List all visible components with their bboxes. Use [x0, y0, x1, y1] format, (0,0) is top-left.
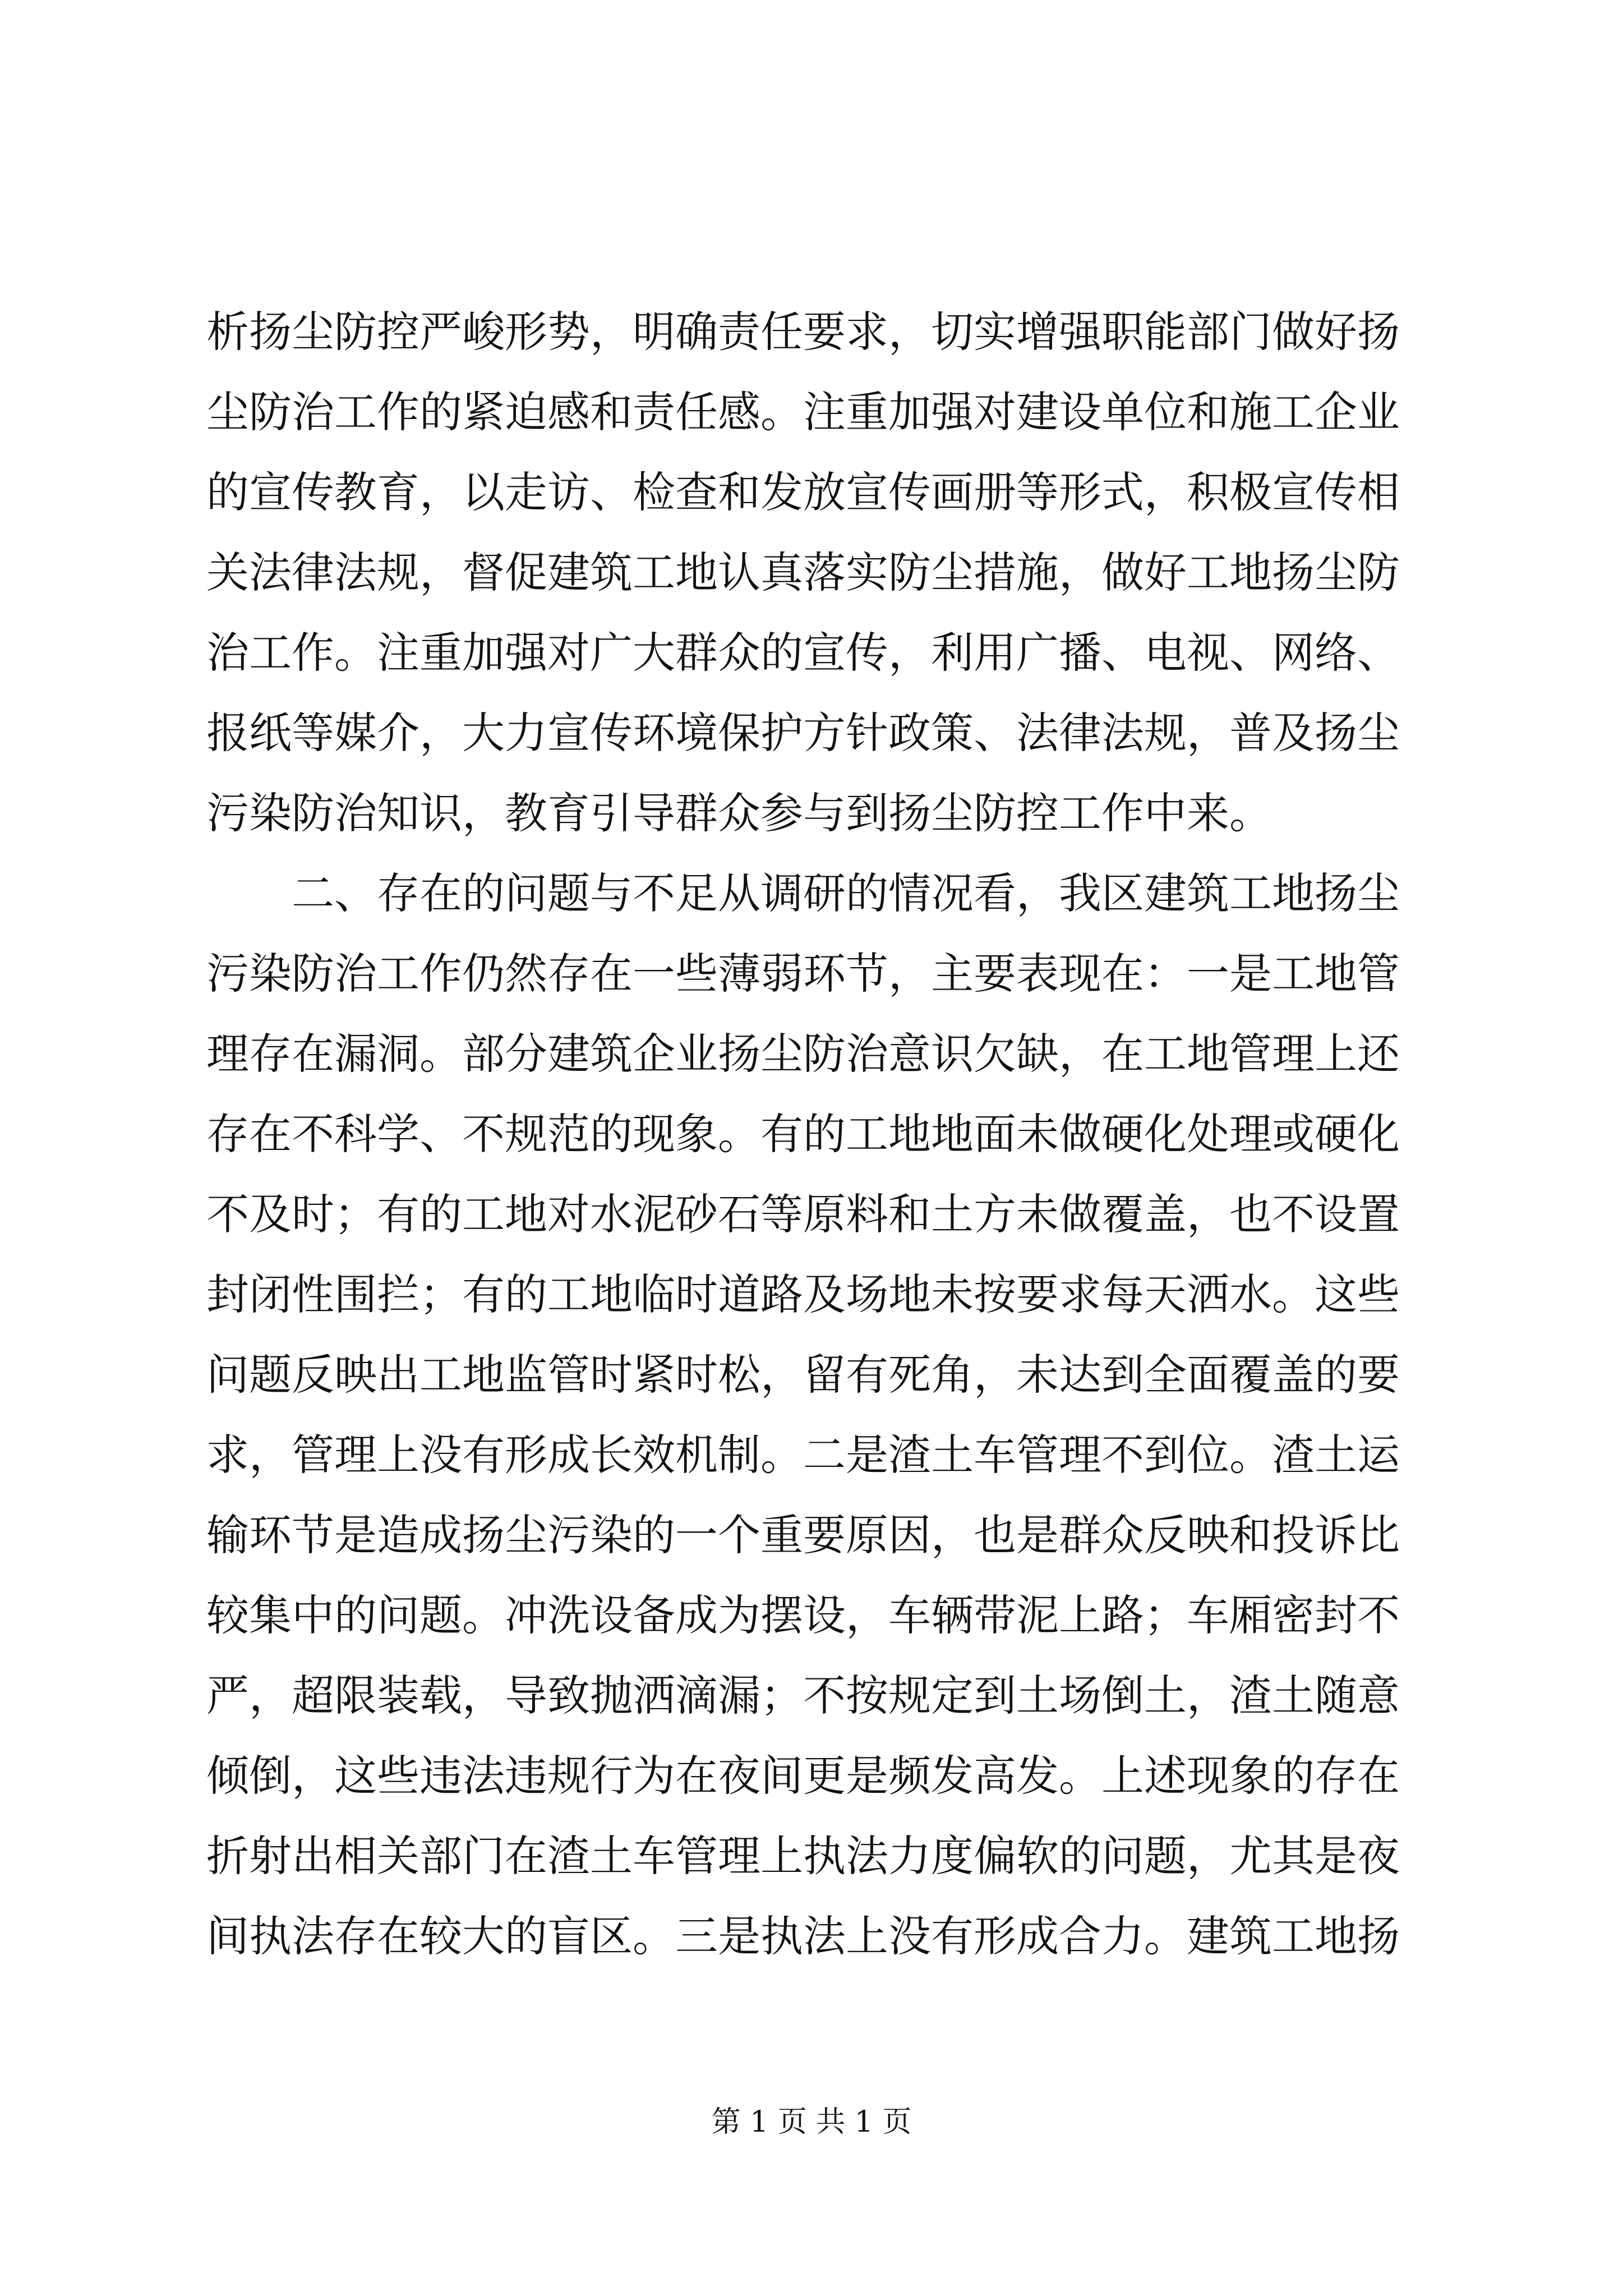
text-line: 严，超限装载，导致抛洒滴漏；不按规定到土场倒土，渣土随意 — [206, 1671, 1400, 1720]
page-footer: 第 1 页 共 1 页 — [711, 2105, 912, 2139]
text-line: 折射出相关部门在渣土车管理上执法力度偏软的问题，尤其是夜 — [206, 1831, 1400, 1881]
text-line: 治工作。注重加强对广大群众的宣传，利用广播、电视、网络、 — [206, 628, 1400, 678]
text-line: 不及时；有的工地对水泥砂石等原料和土方未做覆盖，也不设置 — [206, 1189, 1400, 1239]
text-line: 求，管理上没有形成长效机制。二是渣土车管理不到位。渣土运 — [206, 1430, 1400, 1480]
text-line: 存在不科学、不规范的现象。有的工地地面未做硬化处理或硬化 — [206, 1109, 1400, 1159]
text-line: 较集中的问题。冲洗设备成为摆设，车辆带泥上路；车厢密封不 — [206, 1590, 1400, 1640]
text-line: 的宣传教育，以走访、检查和发放宣传画册等形式，积极宣传相 — [206, 467, 1400, 517]
text-line: 析扬尘防控严峻形势，明确责任要求，切实增强职能部门做好扬 — [206, 307, 1400, 357]
text-line: 污染防治知识，教育引导群众参与到扬尘防控工作中来。 — [206, 788, 1272, 838]
text-line: 尘防治工作的紧迫感和责任感。注重加强对建设单位和施工企业 — [206, 387, 1400, 437]
text-line: 二、存在的问题与不足从调研的情况看，我区建筑工地扬尘 — [206, 868, 1400, 918]
text-line: 报纸等媒介，大力宣传环境保护方针政策、法律法规，普及扬尘 — [206, 708, 1400, 758]
text-line: 倾倒，这些违法违规行为在夜间更是频发高发。上述现象的存在 — [206, 1751, 1400, 1801]
text-line: 理存在漏洞。部分建筑企业扬尘防治意识欠缺，在工地管理上还 — [206, 1029, 1400, 1079]
document-body — [206, 292, 1418, 1976]
text-line: 问题反映出工地监管时紧时松，留有死角，未达到全面覆盖的要 — [206, 1350, 1400, 1400]
text-line: 输环节是造成扬尘污染的一个重要原因，也是群众反映和投诉比 — [206, 1510, 1400, 1560]
text-line: 封闭性围拦；有的工地临时道路及场地未按要求每天洒水。这些 — [206, 1269, 1400, 1319]
text-line: 关法律法规，督促建筑工地认真落实防尘措施，做好工地扬尘防 — [206, 547, 1400, 597]
text-line: 污染防治工作仍然存在一些薄弱环节，主要表现在：一是工地管 — [206, 949, 1400, 999]
text-line: 间执法存在较大的盲区。三是执法上没有形成合力。建筑工地扬 — [206, 1911, 1400, 1961]
